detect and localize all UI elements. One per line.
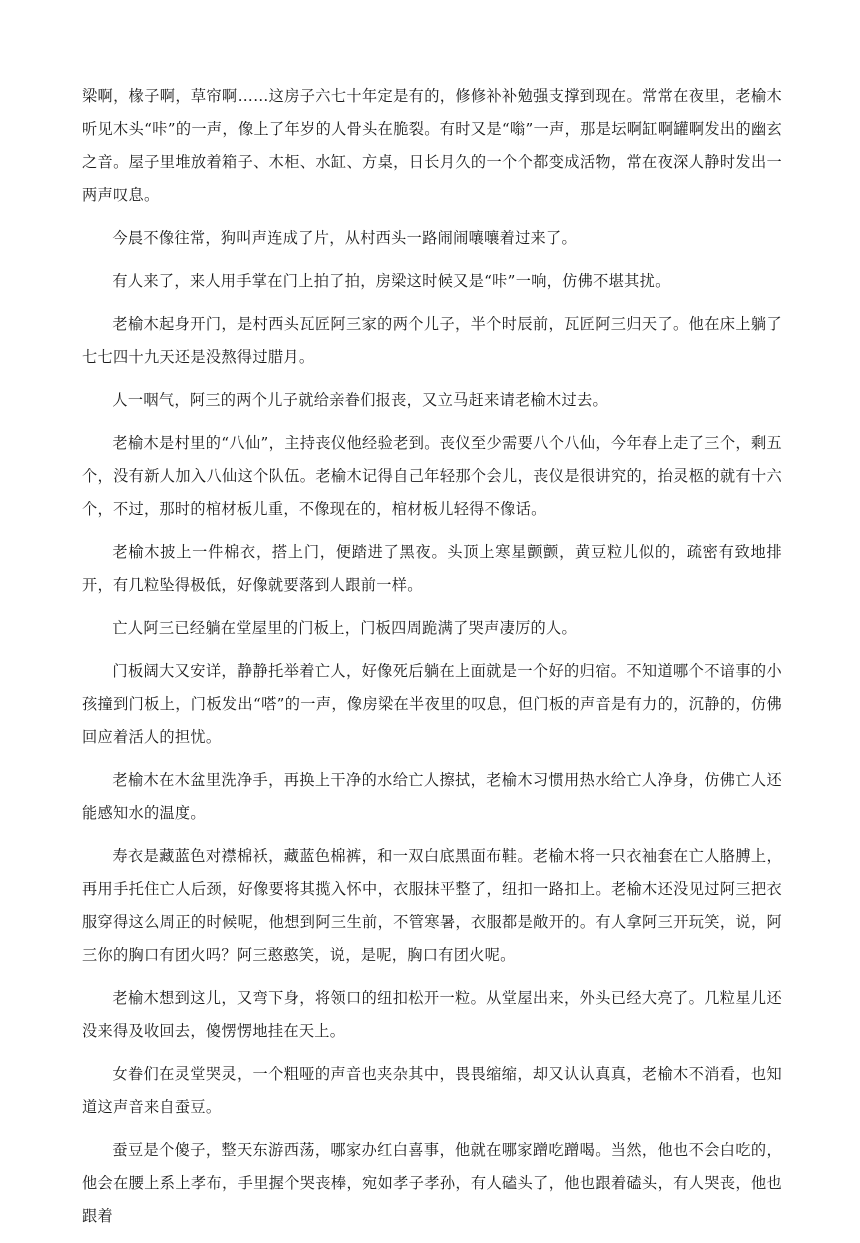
paragraph: 门板阔大又安详，静静托举着亡人，好像死后躺在上面就是一个好的归宿。不知道哪个不谙事的小孩撞到门板上，门板发出“嗒”的一声，像房梁在半夜里的叹息，但门板的声音是有力的，沉静的，仿佛回应着活人的担忧。 — [82, 662, 782, 746]
paragraph: 蚕豆是个傻子，整天东游西荡，哪家办红白喜事，他就在哪家蹭吃蹭喝。当然，他也不会白吃的，他会在腰上系上孝布，手里握个哭丧棒，宛如孝子孝孙，有人磕头了，他也跟着磕头，有人哭丧，他也跟着 — [82, 1141, 782, 1225]
paragraph: 女眷们在灵堂哭灵，一个粗哑的声音也夹杂其中，畏畏缩缩，却又认认真真，老榆木不消看，也知道这声音来自蚕豆。 — [82, 1065, 782, 1116]
paragraph: 今晨不像往常，狗叫声连成了片，从村西头一路闹闹嚷嚷着过来了。 — [112, 229, 578, 247]
paragraph: 老榆木披上一件棉衣，搭上门，便踏进了黑夜。头顶上寒星颤颤，黄豆粒儿似的，疏密有致地排开，有几粒坠得极低，好像就要落到人跟前一样。 — [82, 543, 782, 594]
paragraph: 有人来了，来人用手掌在门上拍了拍，房梁这时候又是“咔”一响，仿佛不堪其扰。 — [112, 272, 671, 290]
paragraph: 老榆木起身开门，是村西头瓦匠阿三家的两个儿子，半个时辰前，瓦匠阿三归天了。他在床上躺了七七四十九天还是没熬得过腊月。 — [82, 315, 782, 366]
body-text — [82, 80, 782, 1243]
paragraph: 老榆木在木盆里洗净手，再换上干净的水给亡人擦拭，老榆木习惯用热水给亡人净身，仿佛亡人还能感知水的温度。 — [82, 771, 782, 822]
paragraph: 寿衣是藏蓝色对襟棉袄，藏蓝色棉裤，和一双白底黑面布鞋。老榆木将一只衣袖套在亡人胳膊上，再用手托住亡人后颈，好像要将其揽入怀中，衣服抹平整了，纽扣一路扣上。老榆木还没见过阿三把衣服穿得这么周正的时候呢，他想到阿三生前，不管寒暑，衣服都是敞开的。有人拿阿三开玩笑，说，阿三你的胸口有团火吗？阿三憨憨笑，说，是呢，胸口有团火呢。 — [82, 847, 782, 964]
paragraph: 人一咽气，阿三的两个儿子就给亲眷们报丧，又立马赶来请老榆木过去。 — [112, 391, 608, 409]
paragraph: 亡人阿三已经躺在堂屋里的门板上，门板四周跪满了哭声凄厉的人。 — [112, 619, 578, 637]
paragraph: 老榆木想到这儿，又弯下身，将领口的纽扣松开一粒。从堂屋出来，外头已经大亮了。几粒星儿还没来得及收回去，傻愣愣地挂在天上。 — [82, 989, 782, 1040]
paragraph: 老榆木是村里的“八仙”，主持丧仪他经验老到。丧仪至少需要八个八仙，今年春上走了三个，剩五个，没有新人加入八仙这个队伍。老榆木记得自己年轻那个会儿，丧仪是很讲究的，抬灵柩的就有十六个，不过，那时的棺材板儿重，不像现在的，棺材板儿轻得不像话。 — [82, 434, 782, 518]
paragraph: 梁啊，椽子啊，草帘啊……这房子六七十年定是有的，修修补补勉强支撑到现在。常常在夜里，老榆木听见木头“咔”的一声，像上了年岁的人骨头在脆裂。有时又是“嗡”一声，那是坛啊缸啊罐啊发出的幽玄之音。屋子里堆放着箱子、木柜、水缸、方桌，日长月久的一个个都变成活物，常在夜深人静时发出一两声叹息。 — [82, 87, 782, 204]
